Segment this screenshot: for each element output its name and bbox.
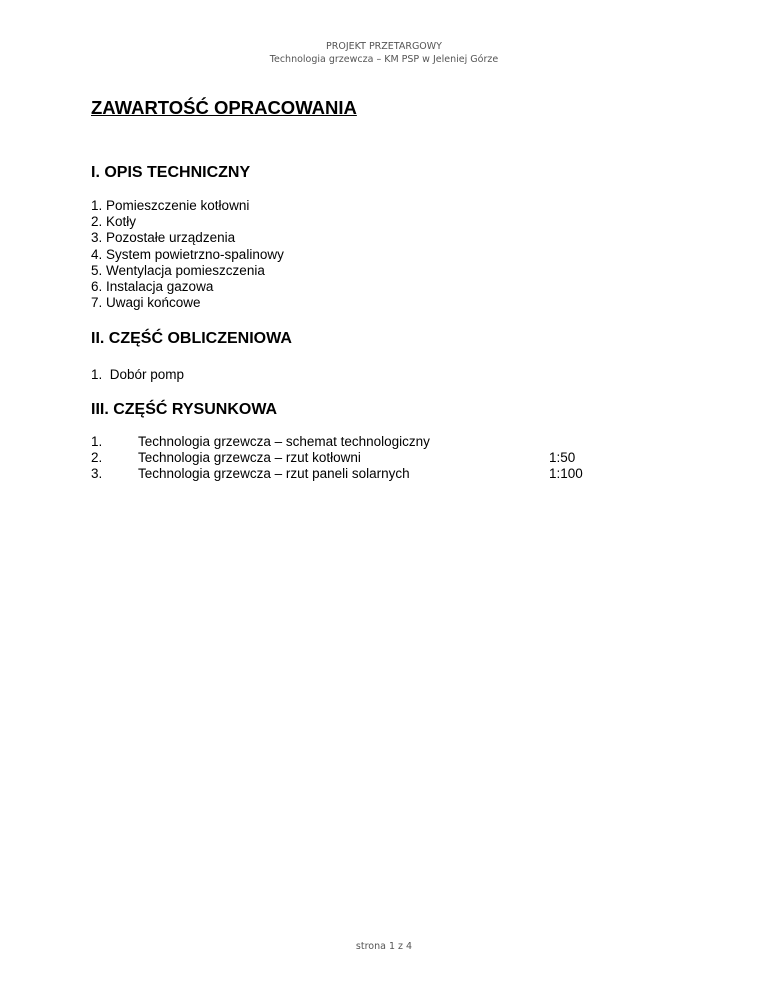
drawing-row	[91, 466, 611, 482]
drawing-scale: 1:100	[549, 466, 583, 482]
page-header	[0, 40, 768, 66]
list-item: 1. Pomieszczenie kotłowni	[91, 198, 250, 213]
list-item: 3. Pozostałe urządzenia	[91, 230, 236, 246]
drawing-title: Technologia grzewcza – rzut kotłowni	[138, 450, 361, 466]
drawing-title: Technologia grzewcza – rzut paneli solarnych	[138, 466, 410, 482]
document-title: ZAWARTOŚĆ OPRACOWANIA	[91, 97, 357, 118]
technical-description-list	[91, 198, 284, 311]
section-heading-drawings: III. CZĘŚĆ RYSUNKOWA	[91, 401, 278, 418]
drawing-scale: 1:50	[549, 450, 576, 466]
section-heading-calculations: II. CZĘŚĆ OBLICZENIOWA	[91, 330, 292, 347]
list-item: 6. Instalacja gazowa	[91, 279, 214, 295]
drawing-row	[91, 434, 611, 450]
page-number: strona 1 z 4	[355, 941, 413, 952]
section-heading-technical-description: I. OPIS TECHNICZNY	[91, 164, 251, 181]
list-item: 7. Uwagi końcowe	[91, 295, 201, 311]
list-item: 4. System powietrzno-spalinowy	[91, 246, 284, 262]
drawing-number: 1.	[91, 434, 103, 449]
list-item: 2. Kotły	[91, 214, 137, 230]
drawings-list	[91, 434, 611, 483]
drawing-row	[91, 450, 611, 466]
drawing-number: 3.	[91, 466, 103, 482]
header-project-type: PROJEKT PRZETARGOWY	[326, 41, 442, 52]
drawing-title: Technologia grzewcza – schemat technologiczny	[138, 434, 430, 449]
list-item: 1. Dobór pomp	[91, 367, 185, 382]
drawing-number: 2.	[91, 450, 103, 466]
calculations-list	[91, 367, 184, 383]
list-item: 5. Wentylacja pomieszczenia	[91, 262, 265, 278]
header-subject: Technologia grzewcza – KM PSP w Jeleniej Górze	[269, 54, 499, 65]
